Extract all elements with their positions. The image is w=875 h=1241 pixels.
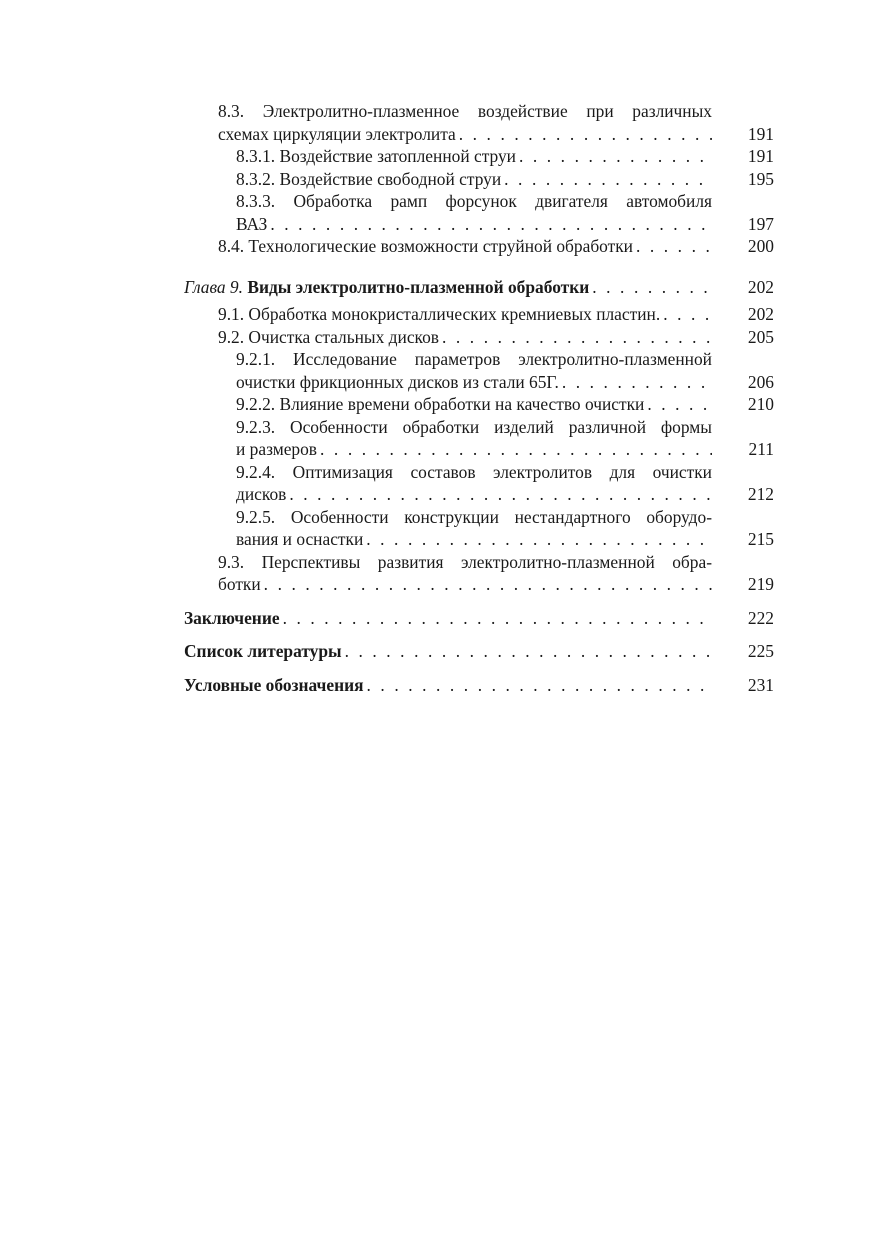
toc-entry-title-line: 8.3.3. Обработка рамп форсунок двигателя автомобиля [236, 191, 712, 211]
leader-dots [364, 674, 712, 697]
toc-entry-title-line: вания и оснастки [236, 529, 364, 549]
leader-dots [439, 326, 712, 349]
toc-entry-9-2[interactable] [184, 326, 774, 349]
page-number: 225 [747, 641, 774, 661]
leader-dots [633, 235, 712, 258]
toc-entry-title-line: 9.3. Перспективы развития электролитно-плазменной обра- [218, 551, 712, 572]
leader-dots [660, 303, 712, 326]
leader-dots [589, 276, 712, 299]
table-of-contents [184, 100, 774, 696]
toc-entry-title: 9.2.2. Влияние времени обработки на качество очистки [236, 394, 645, 414]
toc-entry-9-3[interactable] [184, 551, 774, 596]
page-number: 200 [747, 236, 774, 256]
toc-entry-title-line: и размеров [236, 439, 318, 459]
leader-dots [267, 213, 712, 236]
page-number: 191 [747, 123, 774, 144]
leader-dots [644, 393, 712, 416]
toc-entry-9-2-3[interactable] [184, 416, 774, 461]
toc-entry-9-1[interactable] [184, 303, 774, 326]
toc-conclusion[interactable] [184, 607, 774, 630]
page-number: 210 [747, 394, 774, 414]
toc-entry-title: 8.3.2. Воздействие свободной струи [236, 168, 502, 189]
chapter-label: Глава 9. [184, 276, 243, 297]
toc-entry-title-line: 8.3. Электролитно-плазменное воздействие при различных [218, 101, 712, 121]
toc-literature[interactable] [184, 640, 774, 663]
leader-dots [280, 607, 712, 630]
page-number: 205 [747, 326, 774, 347]
toc-entry-title-line: 9.2.3. Особенности обработки изделий различной формы [236, 416, 712, 437]
chapter-title: Виды электролитно-плазменной обработки [247, 276, 590, 297]
toc-entry-9-2-4[interactable] [184, 461, 774, 506]
leader-dots [501, 168, 712, 191]
toc-entry-8-3-1[interactable] [184, 145, 774, 168]
leader-dots [286, 483, 712, 506]
toc-entry-title-line: 9.2.5. Особенности конструкции нестандартного оборудо- [236, 506, 712, 527]
page-number: 202 [747, 276, 774, 297]
leader-dots [342, 640, 712, 663]
page-number: 195 [747, 168, 774, 189]
leader-dots [261, 573, 712, 596]
page-number: 222 [747, 607, 774, 628]
toc-entry-title: 8.4. Технологические возможности струйной обработки [218, 236, 633, 256]
toc-entry-8-3-3[interactable] [184, 190, 774, 235]
page-number: 219 [747, 574, 774, 594]
toc-entry-title-line: очистки фрикционных дисков из стали 65Г. [236, 371, 559, 392]
toc-entry-9-2-5[interactable] [184, 506, 774, 551]
page-number: 206 [747, 371, 774, 392]
leader-dots [456, 123, 712, 146]
toc-entry-9-2-2[interactable] [184, 393, 774, 416]
toc-entry-8-3[interactable] [184, 100, 774, 145]
page-number: 231 [747, 674, 774, 695]
page-number: 211 [748, 439, 774, 459]
toc-entry-title: 8.3.1. Воздействие затопленной струи [236, 146, 516, 166]
toc-entry-title-line: 9.2.4. Оптимизация составов электролитов для очистки [236, 461, 712, 482]
leader-dots [317, 438, 712, 461]
page-number: 212 [747, 484, 774, 504]
toc-entry-title-line: дисков [236, 484, 287, 504]
toc-entry-8-4[interactable] [184, 235, 774, 258]
leader-dots [559, 371, 712, 394]
toc-chapter-9[interactable] [184, 276, 774, 299]
toc-entry-title-line: схемах циркуляции электролита [218, 123, 456, 144]
toc-entry-title: Условные обозначения [184, 674, 364, 695]
toc-entry-title-line: 9.2.1. Исследование параметров электролитно-плазменной [236, 349, 712, 369]
toc-entry-9-2-1[interactable] [184, 348, 774, 393]
toc-entry-title-line: ботки [218, 574, 261, 594]
page-number: 197 [747, 213, 774, 234]
page-number: 202 [747, 304, 774, 324]
page-number: 215 [747, 529, 774, 549]
toc-entry-title-line: ВАЗ [236, 213, 268, 234]
toc-entry-8-3-2[interactable] [184, 168, 774, 191]
toc-symbols[interactable] [184, 674, 774, 697]
leader-dots [516, 145, 712, 168]
toc-entry-title: 9.2. Очистка стальных дисков [218, 326, 440, 347]
leader-dots [363, 528, 712, 551]
toc-entry-title: 9.1. Обработка монокристаллических кремниевых пластин. [218, 304, 661, 324]
toc-entry-title: Список литературы [184, 641, 342, 661]
toc-entry-title: Заключение [184, 607, 280, 628]
page-number: 191 [747, 146, 774, 166]
